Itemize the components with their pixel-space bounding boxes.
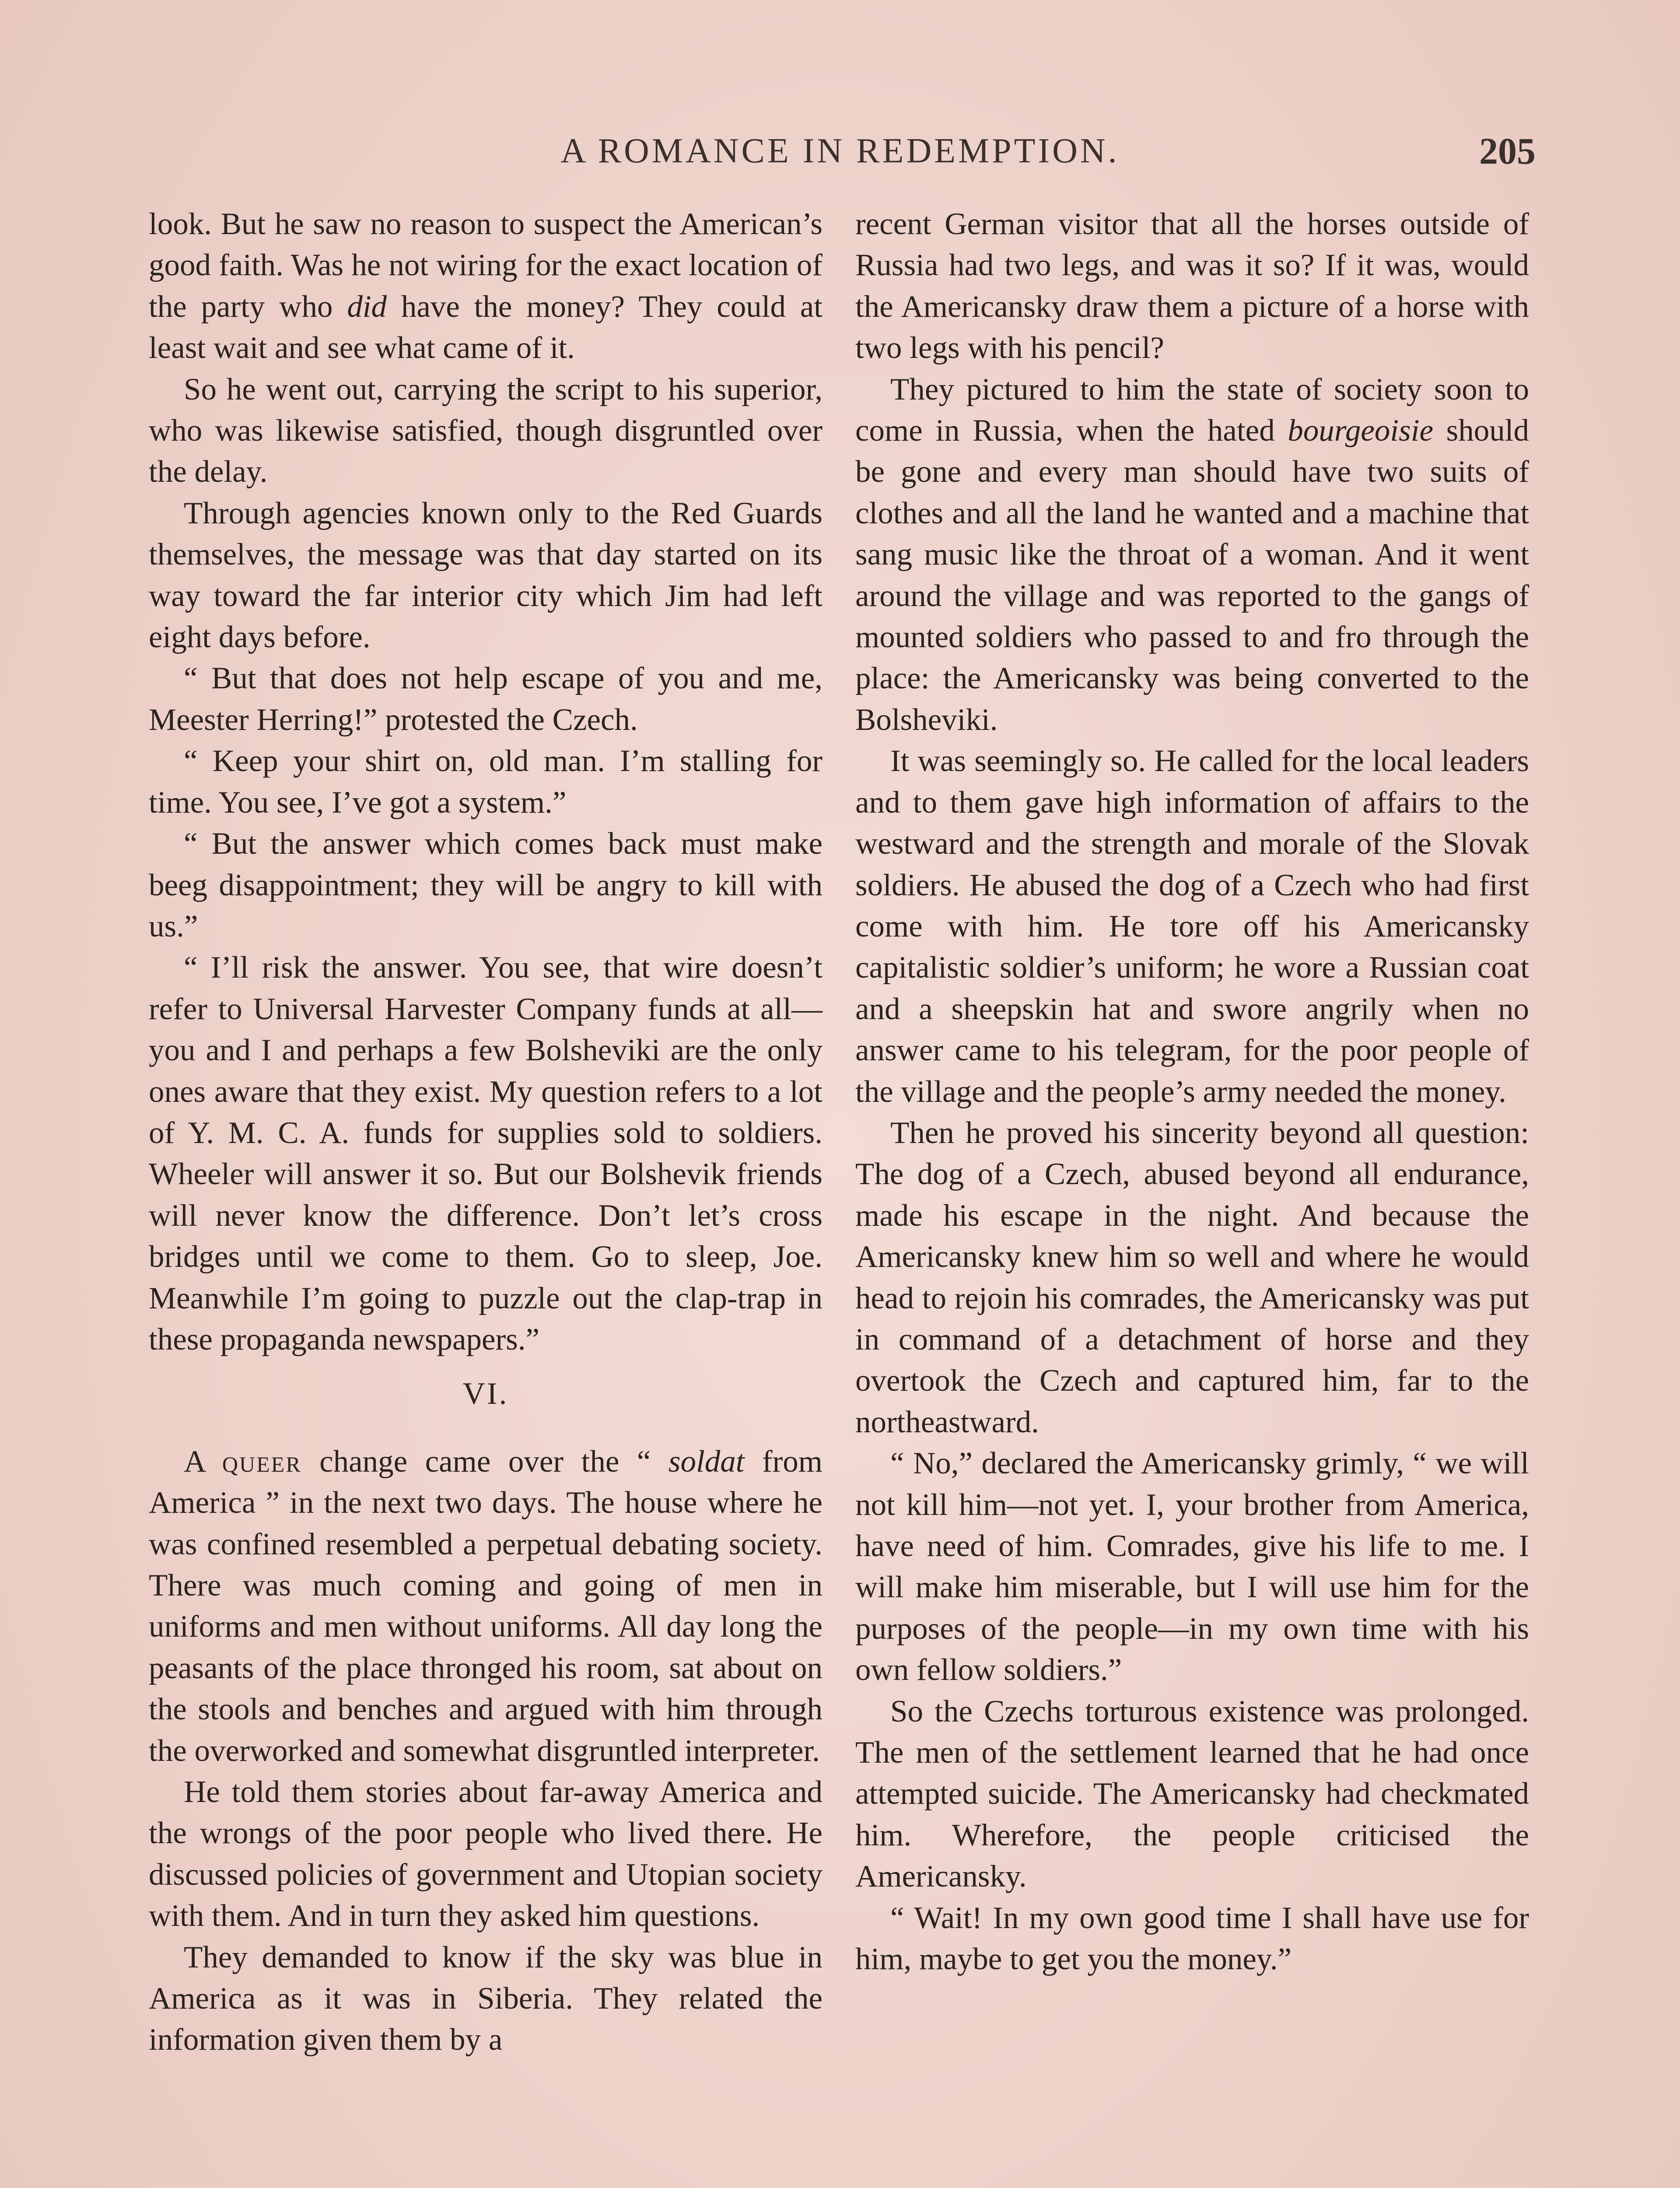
page-header — [144, 127, 1536, 179]
emphasis-text: did — [347, 289, 387, 324]
paragraph: look. But he saw no reason to suspect the American’s good faith. Was he not wiring for the exact location of the party who did have the money? They could at least wait and see what came of it. — [149, 207, 822, 365]
emphasis-text: bourgeoisie — [1288, 414, 1433, 448]
running-title: A ROMANCE IN REDEMPTION. — [560, 132, 1120, 170]
paragraph: So the Czechs torturous existence was prolonged. The men of the settlement learned that he had once attempted suicide. The Americansky had checkmated him. Wherefore, the people criticised the Americansky. — [855, 1694, 1529, 1894]
paragraph: He told them stories about far-away America and the wrongs of the poor people who lived there. He discussed policies of government and Utopian society with them. And in turn they asked him questions. — [149, 1775, 822, 1933]
paragraph: So he went out, carrying the script to his superior, who was likewise satisfied, though disgruntled over the delay. — [149, 372, 822, 489]
page-number: 205 — [1479, 130, 1536, 172]
section-heading: VI. — [462, 1377, 509, 1411]
paragraph: Through agencies known only to the Red Guards themselves, the message was that day started on its way toward the far interior city which Jim had left eight days before. — [149, 496, 822, 655]
paragraph: It was seemingly so. He called for the local leaders and to them gave high information of affairs to the westward and the strength and morale of the Slovak soldiers. He abused the dog of a Czech who had first come with him. He tore off his Americansky capitalistic soldier’s uniform; he wore a Russian coat and a sheepskin hat and swore angrily when no answer came to his telegram, for the poor people of the village and the people’s army needed the money. — [855, 744, 1529, 1109]
paragraph: “ I’ll risk the answer. You see, that wire doesn’t refer to Universal Harvester Company funds at all—you and I and perhaps a few Bolsheviki are the only ones aware that they exist. My question refers to a lot of Y. M. C. A. funds for supplies sold to soldiers. Wheeler will answer it so. But our Bolshevik friends will never know the difference. Don’t let’s cross bridges until we come to them. Go to sleep, Joe. Meanwhile I’m going to puzzle out the clap-trap in these propaganda newspapers.” — [149, 950, 822, 1357]
paragraph: recent German visitor that all the horses outside of Russia had two legs, and was it so? If it was, would the Americansky draw them a picture of a horse with two legs with his pencil? — [855, 207, 1529, 365]
paragraph: “ Wait! In my own good time I shall have use for him, maybe to get you the money.” — [855, 1900, 1529, 1977]
emphasis-text: soldat — [668, 1444, 745, 1479]
smallcaps-text: queer — [222, 1444, 302, 1479]
paragraph: A queer change came over the “ soldat from America ” in the next two days. The house where he was confined resembled a perpetual debating society. There was much coming and going of men in uniforms and men without uniforms. All day long the peasants of the place thronged his room, sat about on the stools and benches and argued with him through the overworked and somewhat disgruntled interpreter. — [149, 1444, 823, 1768]
paragraph: “ Keep your shirt on, old man. I’m stalling for time. You see, I’ve got a system.” — [149, 744, 822, 820]
paragraph: Then he proved his sincerity beyond all question: The dog of a Czech, abused beyond all endurance, made his escape in the night. And because the Americansky knew him so well and where he would head to rejoin his comrades, the Americansky was put in command of a detachment of horse and they overtook the Czech and captured him, far to the northeastward. — [855, 1115, 1529, 1439]
paragraph: “ No,” declared the Americansky grimly, “ we will not kill him—not yet. I, your brother from America, have need of him. Comrades, give his life to me. I will make him miserable, but I will use him for the purposes of the people—in my own time with his own fellow soldiers.” — [855, 1446, 1529, 1687]
right-column — [855, 203, 1529, 1980]
paragraph: They pictured to him the state of society soon to come in Russia, when the hated bourgeoisie should be gone and every man should have two suits of clothes and all the land he wanted and a machine that sang music like the throat of a woman. And it went around the village and was reported to the gangs of mounted soldiers who passed to and fro through the place: the Americansky was being converted to the Bolsheviki. — [855, 372, 1529, 737]
paragraph: “ But the answer which comes back must make beeg disappointment; they will be angry to kill with us.” — [149, 827, 822, 943]
paragraph: They demanded to know if the sky was blue in America as it was in Siberia. They related the information given them by a — [149, 1940, 822, 2057]
paragraph: “ But that does not help escape of you and me, Meester Herring!” protested the Czech. — [149, 661, 822, 737]
left-column — [149, 203, 822, 2061]
